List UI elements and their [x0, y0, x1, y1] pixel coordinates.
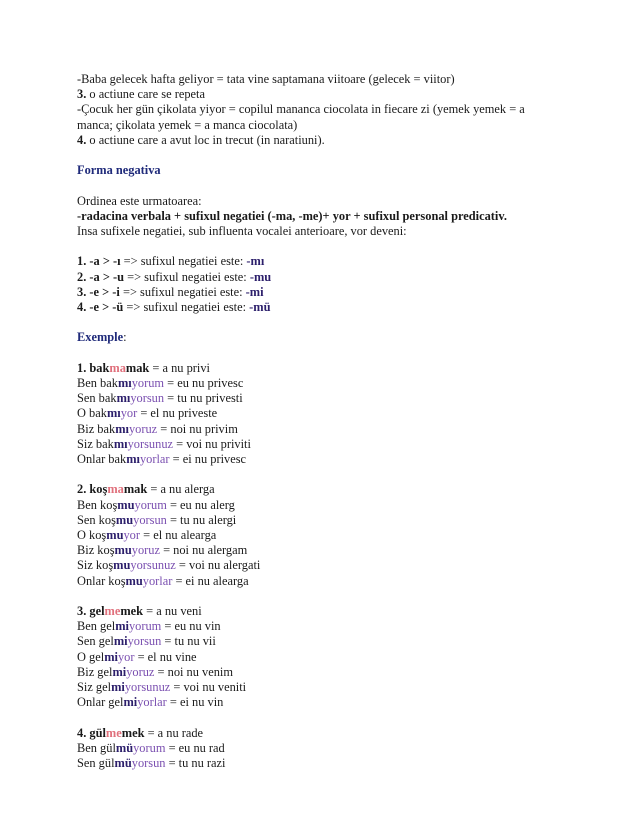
verb-infinitive	[77, 482, 577, 497]
negation-suffix: mı	[117, 375, 132, 390]
pronoun-and-root: O gel	[77, 649, 105, 664]
negation-suffix: -mi	[245, 284, 264, 299]
spacer	[77, 178, 577, 193]
spacer	[77, 148, 577, 163]
negation-suffix: mu	[113, 558, 131, 573]
infinitive-ending: mek	[121, 725, 145, 740]
personal-suffix: yorsun	[127, 634, 162, 649]
negation-suffix: mu	[117, 497, 135, 512]
infinitive-ending: mak	[125, 360, 150, 375]
list-number: 1.	[77, 254, 87, 269]
pronoun-and-root: Ben koş	[77, 497, 118, 512]
personal-suffix: yorsun	[133, 512, 167, 527]
intro-text: o actiune care a avut loc in trecut (in naratiuni).	[86, 132, 325, 147]
suffix-rule	[77, 285, 577, 300]
list-number: 1.	[77, 360, 90, 375]
vowel-pair: -e > -i	[89, 284, 120, 299]
translation: = voi nu veniti	[170, 680, 247, 695]
suffix-rules-list	[77, 254, 577, 315]
personal-suffix: yorum	[134, 497, 167, 512]
pronoun-and-root: Siz bak	[77, 436, 114, 451]
translation: = tu nu privesti	[164, 391, 243, 406]
vowel-pair: -e > -ü	[89, 300, 124, 314]
verb-infinitive	[77, 361, 577, 376]
personal-suffix: yorsun	[131, 756, 166, 771]
conjugation-row	[77, 680, 577, 695]
pronoun-and-root: Biz koş	[77, 543, 115, 558]
pronoun-and-root: Ben gel	[77, 619, 116, 634]
negation-suffix: mı	[113, 436, 128, 451]
pronoun-and-root: O bak	[77, 406, 107, 421]
conjugation-row	[77, 741, 577, 756]
translation: = a nu veni	[143, 604, 202, 618]
list-number: 4.	[77, 300, 87, 314]
pronoun-and-root: O koş	[77, 528, 107, 542]
rule-text: => sufixul negatiei este:	[123, 300, 250, 314]
conjugation-row	[77, 665, 577, 680]
list-number: 2.	[77, 482, 90, 497]
rule-note: Insa sufixele negatiei, sub influenta vocalei anterioare, vor deveni:	[77, 224, 407, 238]
pronoun-and-root: Siz gel	[77, 680, 112, 695]
spacer	[77, 346, 577, 361]
list-number: 3.	[77, 87, 87, 102]
verb-root: gel	[89, 604, 105, 618]
personal-suffix: yorum	[128, 619, 162, 634]
document-body	[77, 72, 577, 771]
negation-suffix: mı	[126, 452, 140, 466]
negation-suffix: mu	[125, 573, 143, 588]
negation-suffix: mi	[111, 680, 125, 695]
pronoun-and-root: Sen gel	[77, 634, 114, 649]
pronoun-and-root: Sen bak	[77, 391, 117, 406]
translation: = eu nu privesc	[164, 375, 244, 390]
suffix-rule	[77, 270, 577, 285]
pronoun-and-root: Ben bak	[77, 375, 118, 390]
negation-suffix: -mu	[249, 269, 272, 284]
intro-line: -Çocuk her gün çikolata yiyor = copilul mananca ciocolata in fiecare zi (yemek yemek = a	[77, 102, 525, 117]
translation: = a nu privi	[149, 360, 210, 375]
pronoun-and-root: Ben gül	[77, 740, 116, 755]
personal-suffix: yorum	[133, 740, 166, 755]
rule-text: => sufixul negatiei este:	[124, 269, 250, 284]
list-number: 4.	[77, 132, 87, 147]
personal-suffix: yor	[123, 528, 141, 542]
translation: = a nu rade	[144, 725, 204, 740]
conjugation-row	[77, 513, 577, 528]
examples-title: Exemple	[77, 330, 124, 345]
examples-colon: :	[123, 330, 127, 345]
negation-suffix: mi	[112, 664, 127, 679]
conjugation-row	[77, 498, 577, 513]
spacer	[77, 315, 577, 330]
conjugation-row	[77, 558, 577, 573]
negation-suffix: mü	[115, 740, 134, 755]
suffix-rule	[77, 300, 577, 315]
conjugation-row	[77, 650, 577, 665]
verb-root: bak	[89, 360, 110, 375]
verb-infinitive	[77, 726, 577, 741]
intro-line: manca; çikolata yemek = a manca ciocolata)	[77, 117, 298, 132]
pronoun-and-root: Biz bak	[77, 421, 116, 436]
translation: = a nu alerga	[147, 482, 215, 497]
translation: = el nu vine	[134, 649, 197, 664]
verb-root: gül	[89, 725, 106, 740]
conjugation-row	[77, 391, 577, 406]
translation: = ei nu privesc	[169, 452, 247, 466]
suffix-rule	[77, 254, 577, 269]
personal-suffix: yorsunuz	[130, 558, 176, 573]
negation-suffix: mi	[123, 695, 138, 710]
intro-line	[77, 133, 577, 148]
conjugation-row	[77, 406, 577, 421]
personal-suffix: yorlar	[142, 573, 173, 588]
negation-suffix: -mı	[246, 254, 265, 269]
vowel-pair: -a > -ı	[89, 254, 121, 269]
conjugation-row	[77, 695, 577, 710]
translation: = ei nu alearga	[172, 573, 249, 588]
negation-suffix: mi	[113, 634, 128, 649]
translation: = tu nu alergi	[166, 512, 237, 527]
negation-infix: me	[105, 725, 122, 740]
translation: = tu nu razi	[165, 756, 226, 771]
conjugation-row	[77, 634, 577, 649]
conjugation-row	[77, 422, 577, 437]
personal-suffix: yorsun	[130, 391, 165, 406]
personal-suffix: yoruz	[128, 421, 158, 436]
pronoun-and-root: Onlar gel	[77, 695, 124, 710]
personal-suffix: yorsunuz	[127, 436, 174, 451]
pronoun-and-root: Sen koş	[77, 512, 116, 527]
verb-root: koş	[89, 482, 108, 497]
negation-suffix: mi	[115, 619, 129, 634]
negation-infix: ma	[107, 482, 124, 497]
intro-text: o actiune care se repeta	[86, 87, 205, 102]
conjugation-row	[77, 376, 577, 391]
personal-suffix: yoruz	[126, 664, 155, 679]
rule-text: => sufixul negatiei este:	[119, 284, 246, 299]
translation: = eu nu alerg	[166, 497, 235, 512]
pronoun-and-root: Onlar bak	[77, 452, 127, 466]
negation-suffix: mı	[115, 421, 129, 436]
negation-suffix: mi	[104, 649, 118, 664]
conjugation-row	[77, 528, 577, 543]
intro-line	[77, 87, 577, 102]
conjugation-row	[77, 756, 577, 771]
infinitive-ending: mek	[120, 604, 144, 618]
translation: = voi nu priviti	[173, 436, 251, 451]
personal-suffix: yorlar	[137, 695, 167, 710]
conjugation-row	[77, 452, 577, 467]
personal-suffix: yor	[120, 406, 138, 421]
personal-suffix: yor	[117, 649, 135, 664]
conjugation-row	[77, 574, 577, 589]
pronoun-and-root: Biz gel	[77, 664, 113, 679]
translation: = eu nu vin	[161, 619, 221, 634]
negation-suffix: mü	[114, 756, 132, 771]
example-groups	[77, 361, 577, 771]
rule-intro: Ordinea este urmatoarea:	[77, 193, 202, 208]
translation: = el nu alearga	[140, 528, 217, 542]
translation: = noi nu alergam	[159, 543, 248, 558]
intro-line: -Baba gelecek hafta geliyor = tata vine saptamana viitoare (gelecek = viitor)	[77, 72, 455, 86]
list-number: 3.	[77, 284, 87, 299]
negation-infix: me	[104, 604, 121, 618]
negation-suffix: mu	[106, 528, 124, 542]
list-number: 4.	[77, 725, 90, 740]
personal-suffix: yorsunuz	[124, 680, 171, 695]
conjugation-row	[77, 619, 577, 634]
vowel-pair: -a > -u	[89, 269, 125, 284]
personal-suffix: yorlar	[139, 452, 170, 466]
conjugation-row	[77, 437, 577, 452]
pronoun-and-root: Siz koş	[77, 558, 114, 573]
spacer	[77, 589, 577, 604]
list-number: 3.	[77, 604, 90, 618]
translation: = noi nu privim	[157, 421, 238, 436]
section-title: Forma negativa	[77, 163, 161, 178]
pronoun-and-root: Sen gül	[77, 756, 115, 771]
rule-formula-text: -radacina verbala + sufixul negatiei (-ma, -me)+ yor + sufixul personal predicativ.	[77, 208, 507, 223]
examples-label	[77, 330, 577, 345]
pronoun-and-root: Onlar koş	[77, 573, 126, 588]
infinitive-ending: mak	[123, 482, 148, 497]
conjugation-row	[77, 543, 577, 558]
negation-suffix: -mü	[249, 300, 271, 314]
spacer	[77, 467, 577, 482]
verb-infinitive	[77, 604, 577, 619]
translation: = ei nu vin	[166, 695, 224, 710]
negation-infix: ma	[109, 360, 126, 375]
translation: = eu nu rad	[165, 740, 225, 755]
translation: = noi nu venim	[154, 664, 234, 679]
list-number: 2.	[77, 269, 87, 284]
personal-suffix: yorum	[131, 375, 165, 390]
negation-suffix: mu	[115, 512, 134, 527]
translation: = voi nu alergati	[175, 558, 261, 573]
negation-suffix: mı	[116, 391, 131, 406]
translation: = el nu priveste	[137, 406, 218, 421]
rule-text: => sufixul negatiei este:	[120, 254, 247, 269]
rule-formula	[77, 209, 577, 224]
translation: = tu nu vii	[161, 634, 216, 649]
spacer	[77, 710, 577, 725]
negation-suffix: mu	[114, 543, 132, 558]
negation-suffix: mı	[106, 406, 121, 421]
spacer	[77, 239, 577, 254]
personal-suffix: yoruz	[131, 543, 160, 558]
